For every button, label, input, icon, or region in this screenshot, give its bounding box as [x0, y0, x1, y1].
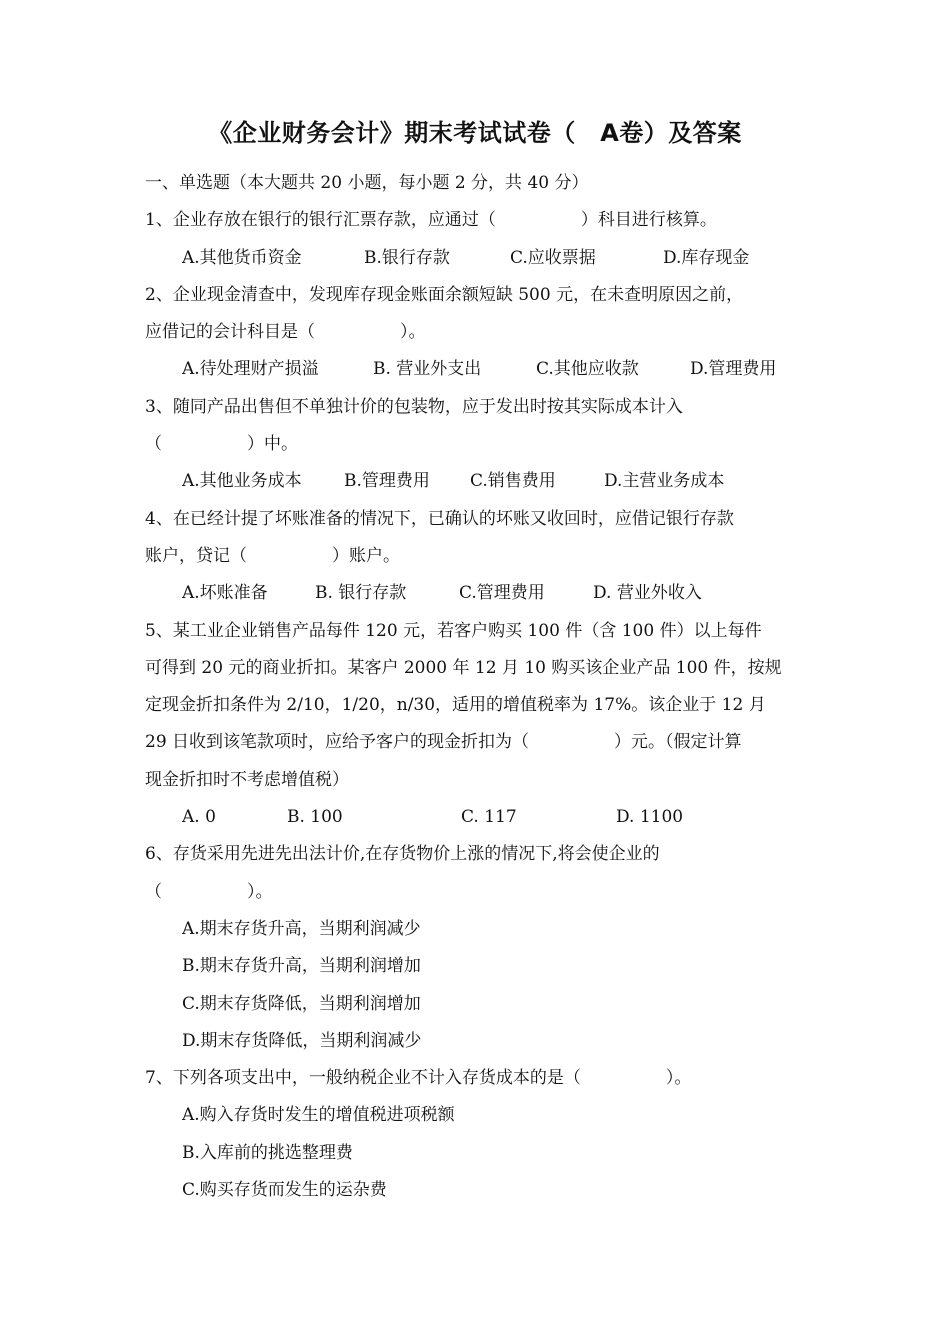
option-d: D. 营业外收入: [593, 583, 702, 604]
question-text: 5、某工业企业销售产品每件 120 元，若客户购买 100 件（含 100 件）以上每件: [145, 620, 762, 641]
option-d: D.管理费用: [690, 359, 777, 380]
option-a: A.期末存货升高，当期利润减少: [182, 918, 421, 939]
question-text: 现金折扣时不考虑增值税）: [145, 769, 349, 790]
question-text: 3、随同产品出售但不单独计价的包装物，应于发出时按其实际成本计入: [145, 396, 683, 417]
question-4: [145, 501, 825, 613]
page-title: 《企业财务会计》期末考试试卷（ A卷）及答案: [208, 119, 742, 147]
section-heading: 一、单选题（本大题共 20 小题，每小题 2 分，共 40 分）: [145, 173, 589, 193]
question-text: 1、企业存放在银行的银行汇票存款，应通过（ ）科目进行核算。: [145, 210, 717, 231]
option-c: C.应收票据: [510, 247, 596, 268]
option-d: D.期末存货降低，当期利润减少: [182, 1030, 422, 1051]
option-c: C. 117: [461, 807, 517, 828]
question-1: [145, 202, 825, 277]
option-row: [145, 351, 825, 388]
option-row: [145, 240, 825, 277]
option-b: B. 100: [287, 807, 343, 828]
option-a: A.购入存货时发生的增值税进项税额: [182, 1105, 455, 1126]
question-text: 6、存货采用先进先出法计价,在存货物价上涨的情况下,将会使企业的: [145, 844, 660, 865]
question-text: 29 日收到该笔款项时，应给予客户的现金折扣为（ ）元。（假定计算: [145, 732, 742, 753]
question-text: 可得到 20 元的商业折扣。某客户 2000 年 12 月 10 购买该企业产品 100 件，按规: [145, 657, 782, 678]
option-a: A. 0: [182, 807, 216, 828]
option-c: C.管理费用: [459, 583, 545, 604]
option-b: B.管理费用: [344, 471, 430, 492]
question-text: （ ）中。: [145, 434, 298, 455]
option-c: C.销售费用: [470, 471, 556, 492]
option-d: D.主营业务成本: [604, 471, 725, 492]
option-row: [145, 463, 825, 500]
option-d: D. 1100: [616, 807, 684, 828]
option-b: B.银行存款: [364, 247, 450, 268]
option-c: C.其他应收款: [536, 359, 639, 380]
question-text: 7、下列各项支出中，一般纳税企业不计入存货成本的是（ ）。: [145, 1068, 692, 1089]
question-6: [145, 836, 825, 1060]
question-7: [145, 1060, 825, 1209]
option-c: C.期末存货降低，当期利润增加: [182, 993, 421, 1014]
option-c: C.购买存货而发生的运杂费: [182, 1180, 387, 1201]
question-text: 应借记的会计科目是（ ）。: [145, 322, 426, 343]
option-b: B.期末存货升高，当期利润增加: [182, 956, 421, 977]
option-b: B. 营业外支出: [373, 359, 482, 380]
option-row: [145, 799, 825, 836]
option-d: D.库存现金: [663, 247, 750, 268]
exam-content: [145, 165, 825, 1209]
question-text: 账户，贷记（ ）账户。: [145, 545, 400, 566]
option-a: A.其他货币资金: [182, 247, 302, 268]
option-a: A.其他业务成本: [182, 471, 302, 492]
question-text: 定现金折扣条件为 2/10，1/20，n/30，适用的增值税率为 17%。该企业于 12 月: [145, 695, 766, 716]
question-text: 2、企业现金清查中，发现库存现金账面余额短缺 500 元，在未查明原因之前，: [145, 284, 744, 305]
option-a: A.坏账准备: [182, 583, 268, 604]
option-b: B. 银行存款: [315, 583, 407, 604]
question-text: 4、在已经计提了坏账准备的情况下，已确认的坏账又收回时，应借记银行存款: [145, 508, 734, 529]
option-a: A.待处理财产损溢: [182, 359, 319, 380]
question-5: [145, 613, 825, 837]
option-b: B.入库前的挑选整理费: [182, 1142, 353, 1163]
question-3: [145, 389, 825, 501]
question-text: （ ）。: [145, 881, 273, 902]
question-2: [145, 277, 825, 389]
option-row: [145, 575, 825, 612]
